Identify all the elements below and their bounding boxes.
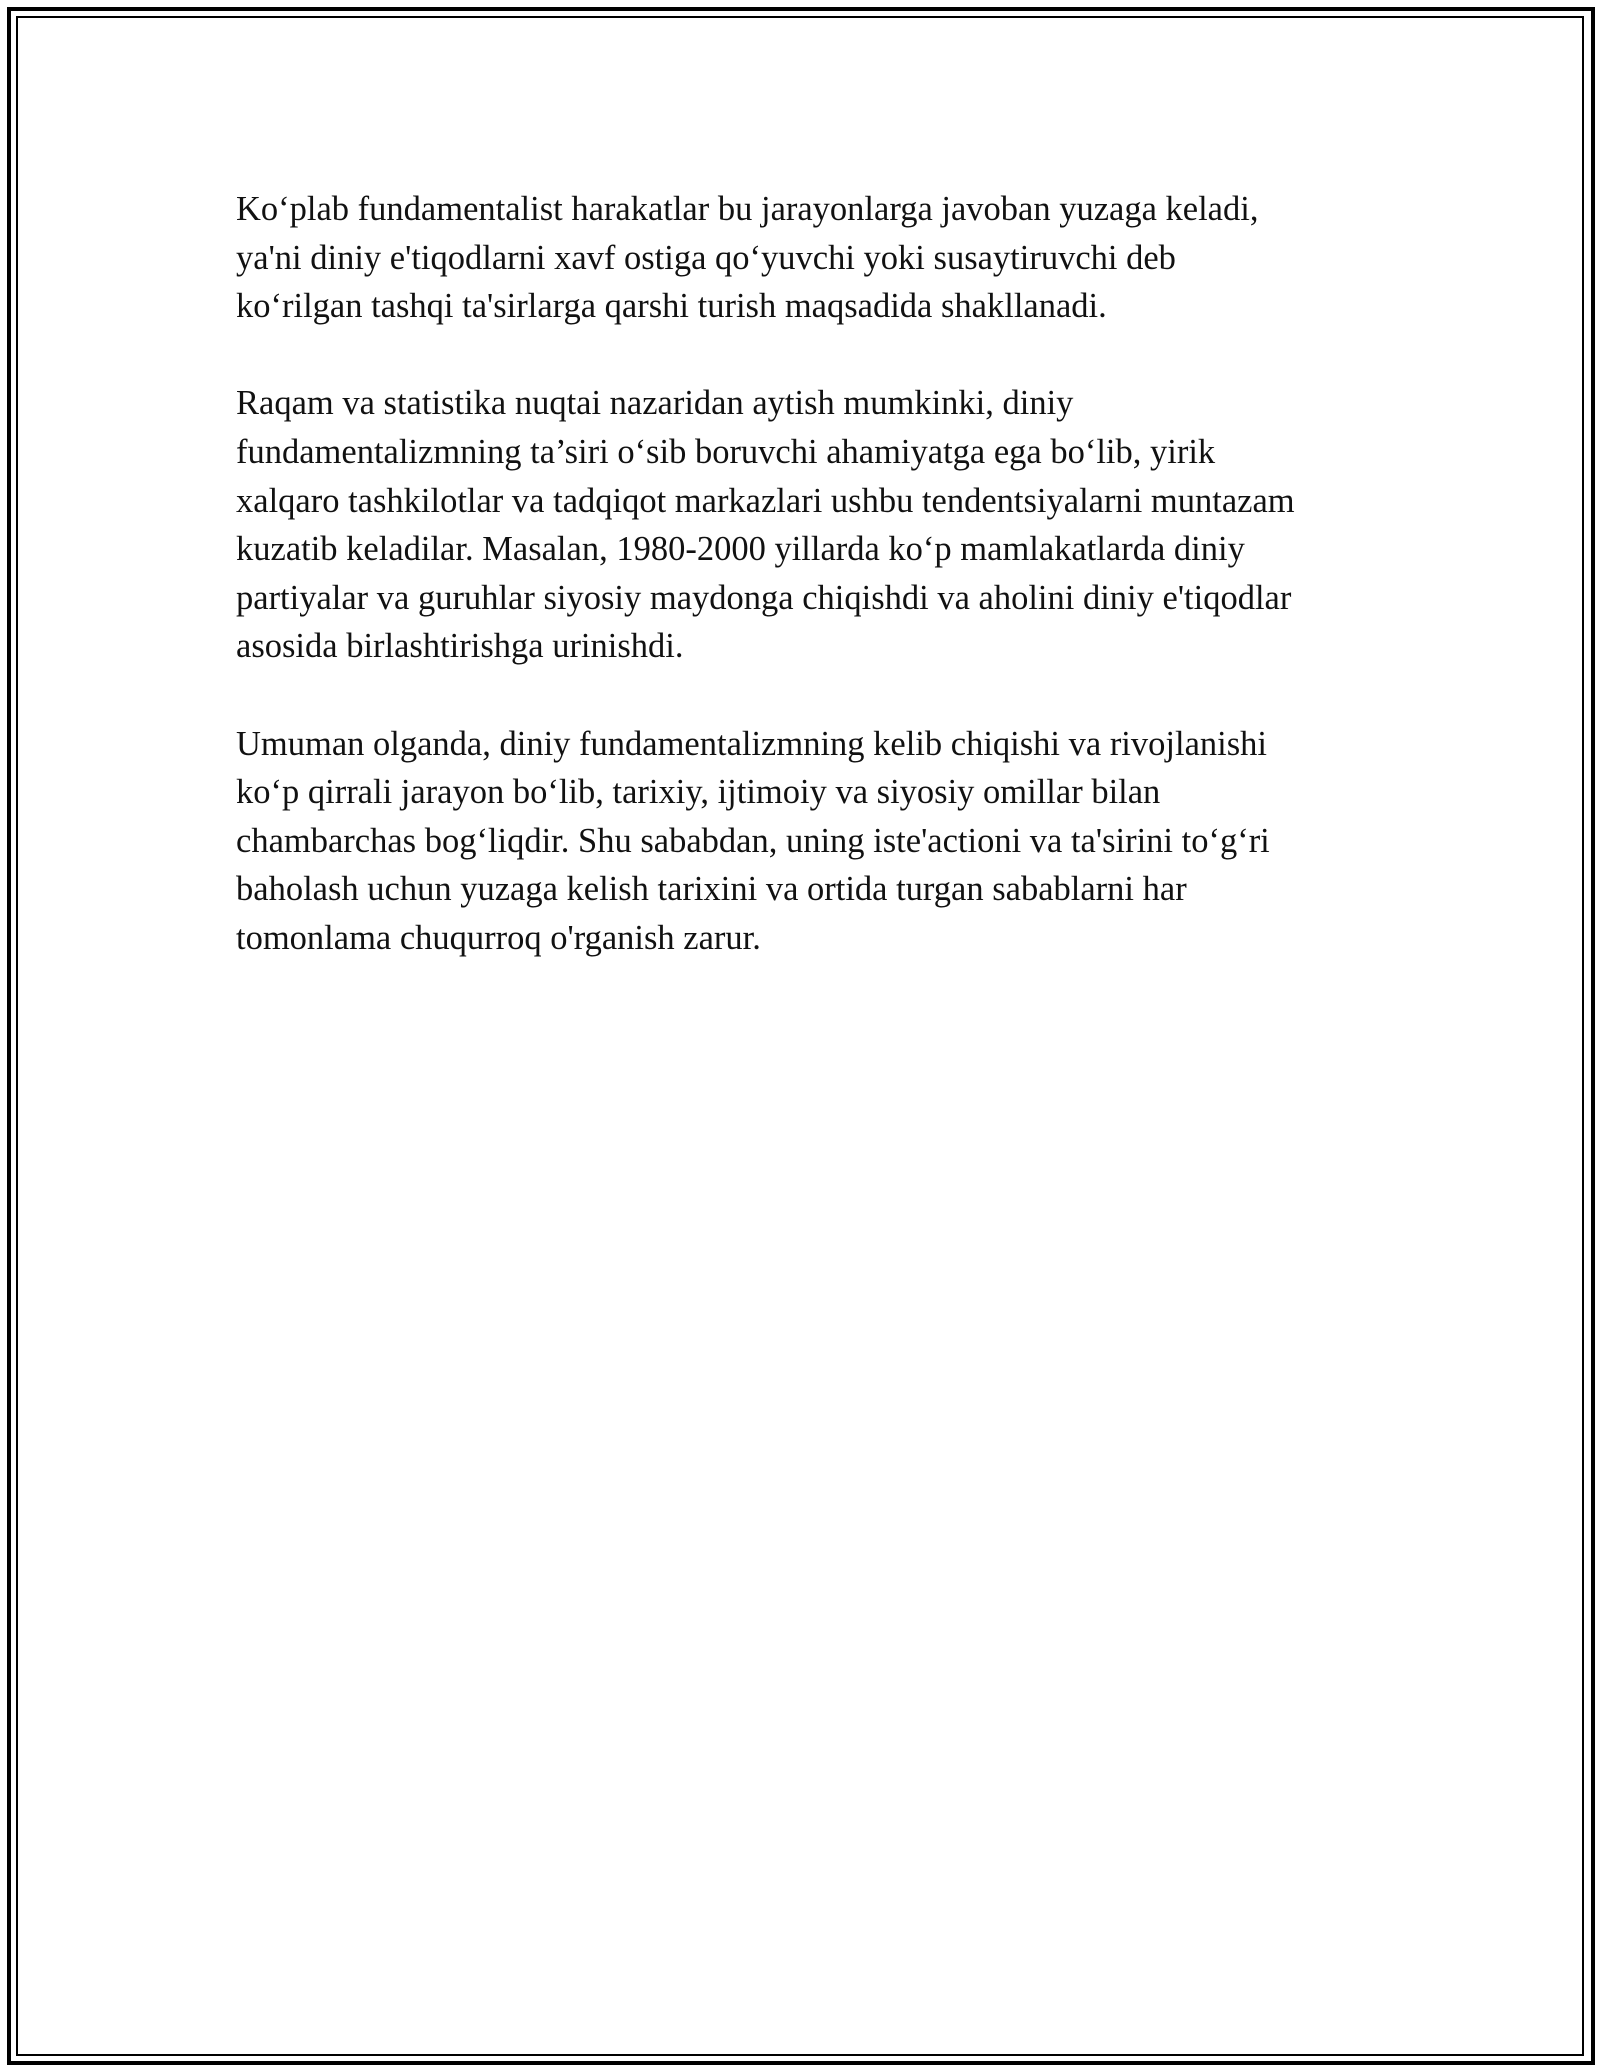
paragraph-1: Koʻplab fundamentalist harakatlar bu jarayonlarga javoban yuzaga keladi, ya'ni diniy e'tiqodlarni xavf ostiga qoʻyuvchi yoki susaytiruvchi deb koʻrilgan tashqi ta'sirlarga qarshi turish maqsadida shakllanadi.	[236, 190, 1259, 326]
document-body	[236, 185, 1386, 1011]
paragraph-2: Raqam va statistika nuqtai nazaridan aytish mumkinki, diniy fundamentalizmning ta’siri oʻsib boruvchi ahamiyatga ega boʻlib, yirik xalqaro tashkilotlar va tadqiqot markazlari ushbu tendentsiyalarni muntazam kuzatib keladilar. Masalan, 1980-2000 yillarda koʻp mamlakatlarda diniy partiyalar va guruhlar siyosiy maydonga chiqishdi va aholini diniy e'tiqodlar asosida birlashtirishga urinishdi.	[236, 384, 1295, 666]
paragraph-3: Umuman olganda, diniy fundamentalizmning kelib chiqishi va rivojlanishi koʻp qirrali jarayon boʻlib, tarixiy, ijtimoiy va siyosiy omillar bilan chambarchas bogʻliqdir. Shu sababdan, uning iste'actioni va ta'sirini toʻgʻri baholash uchun yuzaga kelish tarixini va ortida turgan sabablarni har tomonlama chuqurroq o'rganish zarur.	[236, 724, 1270, 957]
